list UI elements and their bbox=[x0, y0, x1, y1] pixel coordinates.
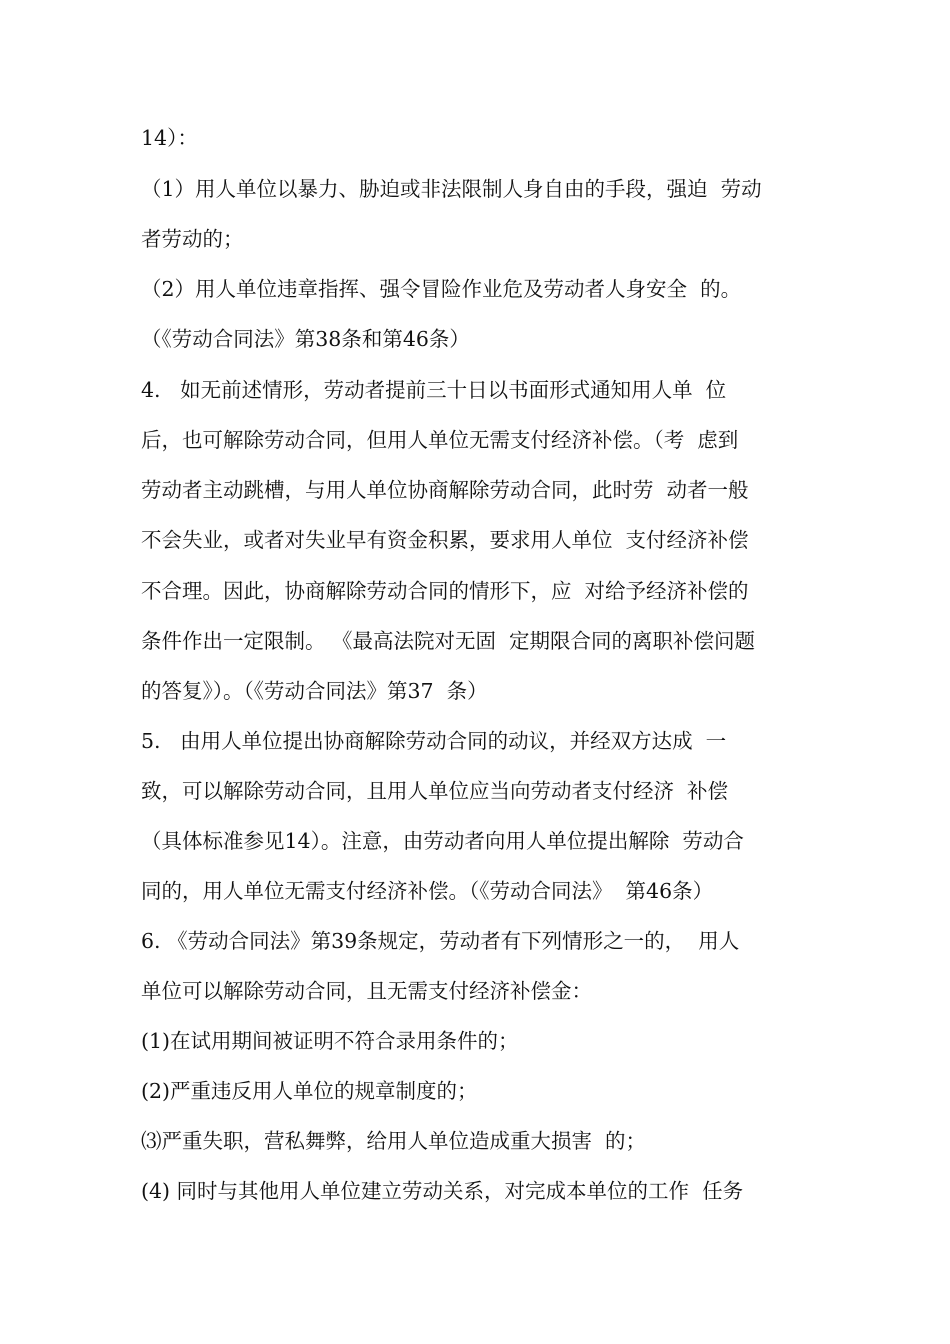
text-line: 的答复》）。（《劳动合同法》第37 条） bbox=[141, 679, 488, 703]
text-line: 条件作出一定限制。 《最高法院对无固 定期限合同的离职补偿问题 bbox=[141, 629, 756, 653]
text-line: 后，也可解除劳动合同，但用人单位无需支付经济补偿。（考 虑到 bbox=[141, 428, 739, 452]
text-line: 单位可以解除劳动合同，且无需支付经济补偿金： bbox=[141, 979, 592, 1003]
text-line: 不会失业，或者对失业早有资金积累，要求用人单位 支付经济补偿 bbox=[141, 528, 749, 552]
text-line: 劳动者主动跳槽，与用人单位协商解除劳动合同，此时劳 动者一般 bbox=[141, 478, 749, 502]
text-line: （1）用人单位以暴力、胁迫或非法限制人身自由的手段，强迫 劳动 bbox=[141, 177, 762, 201]
text-line: 6. 《劳动合同法》第39条规定，劳动者有下列情形之一的， 用人 bbox=[141, 929, 740, 953]
text-line: 14）： bbox=[141, 126, 198, 150]
text-line: 同的，用人单位无需支付经济补偿。（《劳动合同法》 第46条） bbox=[141, 879, 714, 903]
text-line: 5. 由用人单位提出协商解除劳动合同的动议，并经双方达成 一 bbox=[141, 729, 727, 753]
text-line: （《劳动合同法》第38条和第46条） bbox=[141, 327, 470, 351]
text-line: 不合理。因此，协商解除劳动合同的情形下，应 对给予经济补偿的 bbox=[141, 579, 749, 603]
text-line: 者劳动的； bbox=[141, 227, 244, 251]
text-line: (4) 同时与其他用人单位建立劳动关系，对完成本单位的工作 任务 bbox=[141, 1179, 744, 1203]
text-line: (2)严重违反用人单位的规章制度的； bbox=[141, 1079, 478, 1103]
text-line: 致，可以解除劳动合同，且用人单位应当向劳动者支付经济 补偿 bbox=[141, 779, 729, 803]
text-line: (1)在试用期间被证明不符合录用条件的； bbox=[141, 1029, 519, 1053]
text-line: （具体标准参见14）。注意，由劳动者向用人单位提出解除 劳动合 bbox=[141, 829, 744, 853]
text-line: 4. 如无前述情形，劳动者提前三十日以书面形式通知用人单 位 bbox=[141, 378, 727, 402]
text-line: （2）用人单位违章指挥、强令冒险作业危及劳动者人身安全 的。 bbox=[141, 277, 742, 301]
text-line: ⑶严重失职，营私舞弊，给用人单位造成重大损害 的； bbox=[141, 1129, 647, 1153]
